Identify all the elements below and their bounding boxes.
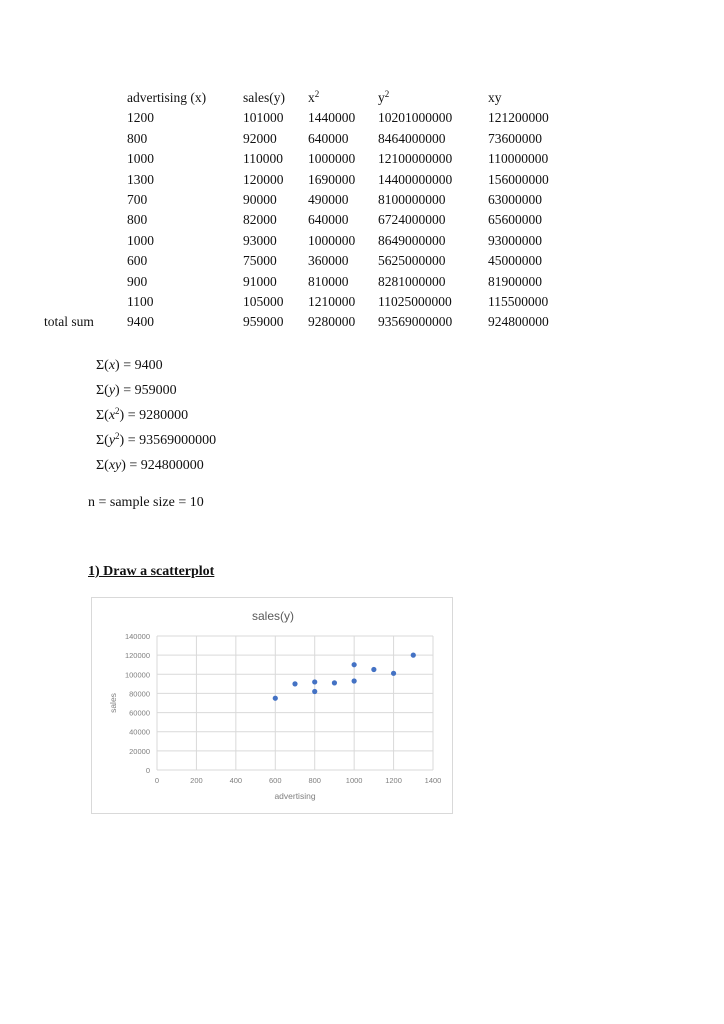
y-tick-label: 20000: [129, 746, 150, 756]
table-cell: 1440000: [308, 110, 356, 126]
total-row: [44, 312, 578, 332]
table-cell: 11025000000: [378, 294, 452, 310]
table-cell: 63000000: [488, 192, 542, 208]
table-cell: 1000: [127, 151, 154, 167]
x-tick-label: 1200: [385, 776, 402, 785]
y-axis-ticks: [125, 632, 150, 775]
table-cell: 8464000000: [378, 130, 446, 146]
table-cell: 92000: [243, 130, 277, 146]
table-cell: 1690000: [308, 171, 356, 187]
table-row: [44, 292, 578, 312]
sum-value: ) = 93569000000: [119, 433, 217, 448]
table-row: [44, 129, 578, 149]
scatter-point: [352, 662, 357, 667]
table-cell: 120000: [243, 171, 284, 187]
table-cell: 800: [127, 212, 148, 228]
row-label-cell: [44, 292, 127, 312]
y-tick-label: 80000: [129, 689, 150, 699]
table-cell: 73600000: [488, 130, 542, 146]
row-label-cell: [44, 190, 127, 210]
scatter-point: [391, 671, 396, 676]
total-cell: 9400: [127, 314, 154, 330]
sum-prefix: Σ(: [96, 458, 109, 473]
x-tick-label: 400: [229, 776, 243, 785]
total-cell: 959000: [243, 314, 284, 330]
sum-line: [96, 453, 216, 478]
y-tick-label: 100000: [124, 670, 150, 680]
table-cell: 14400000000: [378, 171, 453, 187]
sum-prefix: Σ(: [96, 358, 109, 373]
row-label-cell: [44, 210, 127, 230]
table-body: [44, 108, 578, 332]
total-label: total sum: [44, 314, 94, 330]
table-cell: 1000000: [308, 151, 356, 167]
table-row: [44, 190, 578, 210]
table-cell: 1210000: [308, 294, 356, 310]
table-cell: 81900000: [488, 273, 542, 289]
sum-line: [96, 403, 216, 428]
table-cell: 8100000000: [378, 192, 446, 208]
y-tick-label: 120000: [124, 651, 150, 661]
row-label-cell: [44, 170, 127, 190]
x-tick-label: 0: [154, 776, 160, 785]
chart-gridlines: [157, 636, 433, 770]
y-tick-label: 140000: [124, 632, 150, 641]
table-header-blank: [44, 88, 127, 108]
y-axis-label: sales: [108, 693, 118, 713]
sum-value: ) = 924800000: [121, 458, 204, 473]
table-header-row: [44, 88, 578, 108]
table-cell: 12100000000: [378, 151, 453, 167]
table-cell: 1300: [127, 171, 154, 187]
x-axis-label: advertising: [274, 791, 316, 801]
chart-title: sales(y): [251, 609, 295, 623]
table-cell: 5625000000: [378, 253, 446, 269]
table-cell: 121200000: [488, 110, 549, 126]
table-cell: 101000: [243, 110, 284, 126]
table-cell: 640000: [308, 212, 349, 228]
sum-prefix: Σ(: [96, 433, 109, 448]
total-cell: 93569000000: [378, 314, 453, 330]
table-cell: 115500000: [488, 294, 549, 310]
scatter-point: [312, 689, 317, 694]
table-cell: 1000: [127, 232, 154, 248]
table-cell: 91000: [243, 273, 277, 289]
x-tick-label: 1400: [424, 776, 442, 785]
table-row: [44, 272, 578, 292]
y-tick-label: 0: [145, 766, 150, 775]
table-row: [44, 170, 578, 190]
table-cell: 810000: [308, 273, 349, 289]
y-tick-label: 60000: [129, 708, 150, 718]
table-row: [44, 251, 578, 271]
table-row: [44, 231, 578, 251]
sum-prefix: Σ(: [96, 383, 109, 398]
sum-variable: xy: [108, 458, 122, 473]
table-cell: 8649000000: [378, 232, 446, 248]
row-label-cell: [44, 272, 127, 292]
table-cell: 10201000000: [378, 110, 453, 126]
scatter-point: [411, 653, 416, 658]
sum-line: [96, 378, 216, 403]
x-tick-label: 1000: [345, 776, 363, 785]
row-label-cell: [44, 108, 127, 128]
y-tick-label: 40000: [129, 727, 150, 737]
total-cell: 924800000: [488, 314, 549, 330]
table-cell: 110000: [243, 151, 283, 167]
scatterplot-svg: [92, 598, 452, 813]
table-row: [44, 108, 578, 128]
x-axis-ticks: [155, 776, 441, 785]
row-label-cell: [44, 149, 127, 169]
table-cell: 45000000: [488, 253, 542, 269]
header-sales: sales(y): [243, 90, 285, 105]
sum-value: ) = 9280000: [119, 408, 189, 423]
x-tick-label: 800: [308, 776, 321, 785]
table-cell: 900: [127, 273, 148, 289]
scatter-point: [332, 680, 337, 685]
table-cell: 8281000000: [378, 273, 446, 289]
sum-variable: x: [108, 358, 116, 373]
table-cell: 360000: [308, 253, 349, 269]
table-cell: 93000: [243, 232, 277, 248]
sum-value: ) = 959000: [115, 383, 177, 398]
sum-exponent: 2: [115, 431, 120, 441]
table-row: [44, 149, 578, 169]
sum-line: [96, 353, 216, 378]
section-heading: 1) Draw a scatterplot: [88, 564, 215, 579]
data-table: [44, 88, 578, 333]
scatterplot-chart: [91, 597, 453, 814]
sums-list: [96, 353, 216, 478]
sum-variable: y: [108, 383, 116, 398]
row-label-cell: [44, 251, 127, 271]
table-cell: 156000000: [488, 171, 549, 187]
table-cell: 490000: [308, 192, 349, 208]
table-cell: 6724000000: [378, 212, 446, 228]
table-cell: 640000: [308, 130, 349, 146]
scatter-point: [312, 679, 317, 684]
sample-size-text: n = sample size = 10: [88, 495, 204, 510]
table-cell: 82000: [243, 212, 277, 228]
sum-value: ) = 9400: [115, 358, 163, 373]
header-x-squared: $x^2$: [308, 89, 320, 105]
table-cell: 65600000: [488, 212, 542, 228]
sum-variable: x: [108, 408, 116, 423]
header-y-squared: $y^2$: [378, 89, 390, 105]
scatter-point: [273, 696, 278, 701]
table-cell: 1100: [127, 294, 154, 310]
table-row: [44, 210, 578, 230]
table-cell: 600: [127, 253, 148, 269]
row-label-cell: [44, 129, 127, 149]
total-cell: 9280000: [308, 314, 356, 330]
scatter-point: [292, 681, 297, 686]
x-tick-label: 600: [269, 776, 282, 785]
sum-exponent: 2: [115, 406, 120, 416]
scatter-point: [352, 678, 357, 683]
sum-prefix: Σ(: [96, 408, 109, 423]
header-advertising: advertising (x): [127, 90, 207, 105]
table-cell: 110000000: [488, 151, 549, 167]
sum-variable: y: [108, 433, 116, 448]
x-tick-label: 200: [190, 776, 203, 785]
table-cell: 1000000: [308, 232, 356, 248]
table-cell: 800: [127, 130, 148, 146]
scatter-point: [371, 667, 376, 672]
sum-line: [96, 428, 216, 453]
table-cell: 105000: [243, 294, 284, 310]
table-cell: 90000: [243, 192, 277, 208]
row-label-cell: [44, 231, 127, 251]
table-cell: 700: [127, 192, 148, 208]
header-xy: xy: [488, 90, 502, 105]
table-cell: 93000000: [488, 232, 542, 248]
table-cell: 1200: [127, 110, 154, 126]
table-cell: 75000: [243, 253, 277, 269]
